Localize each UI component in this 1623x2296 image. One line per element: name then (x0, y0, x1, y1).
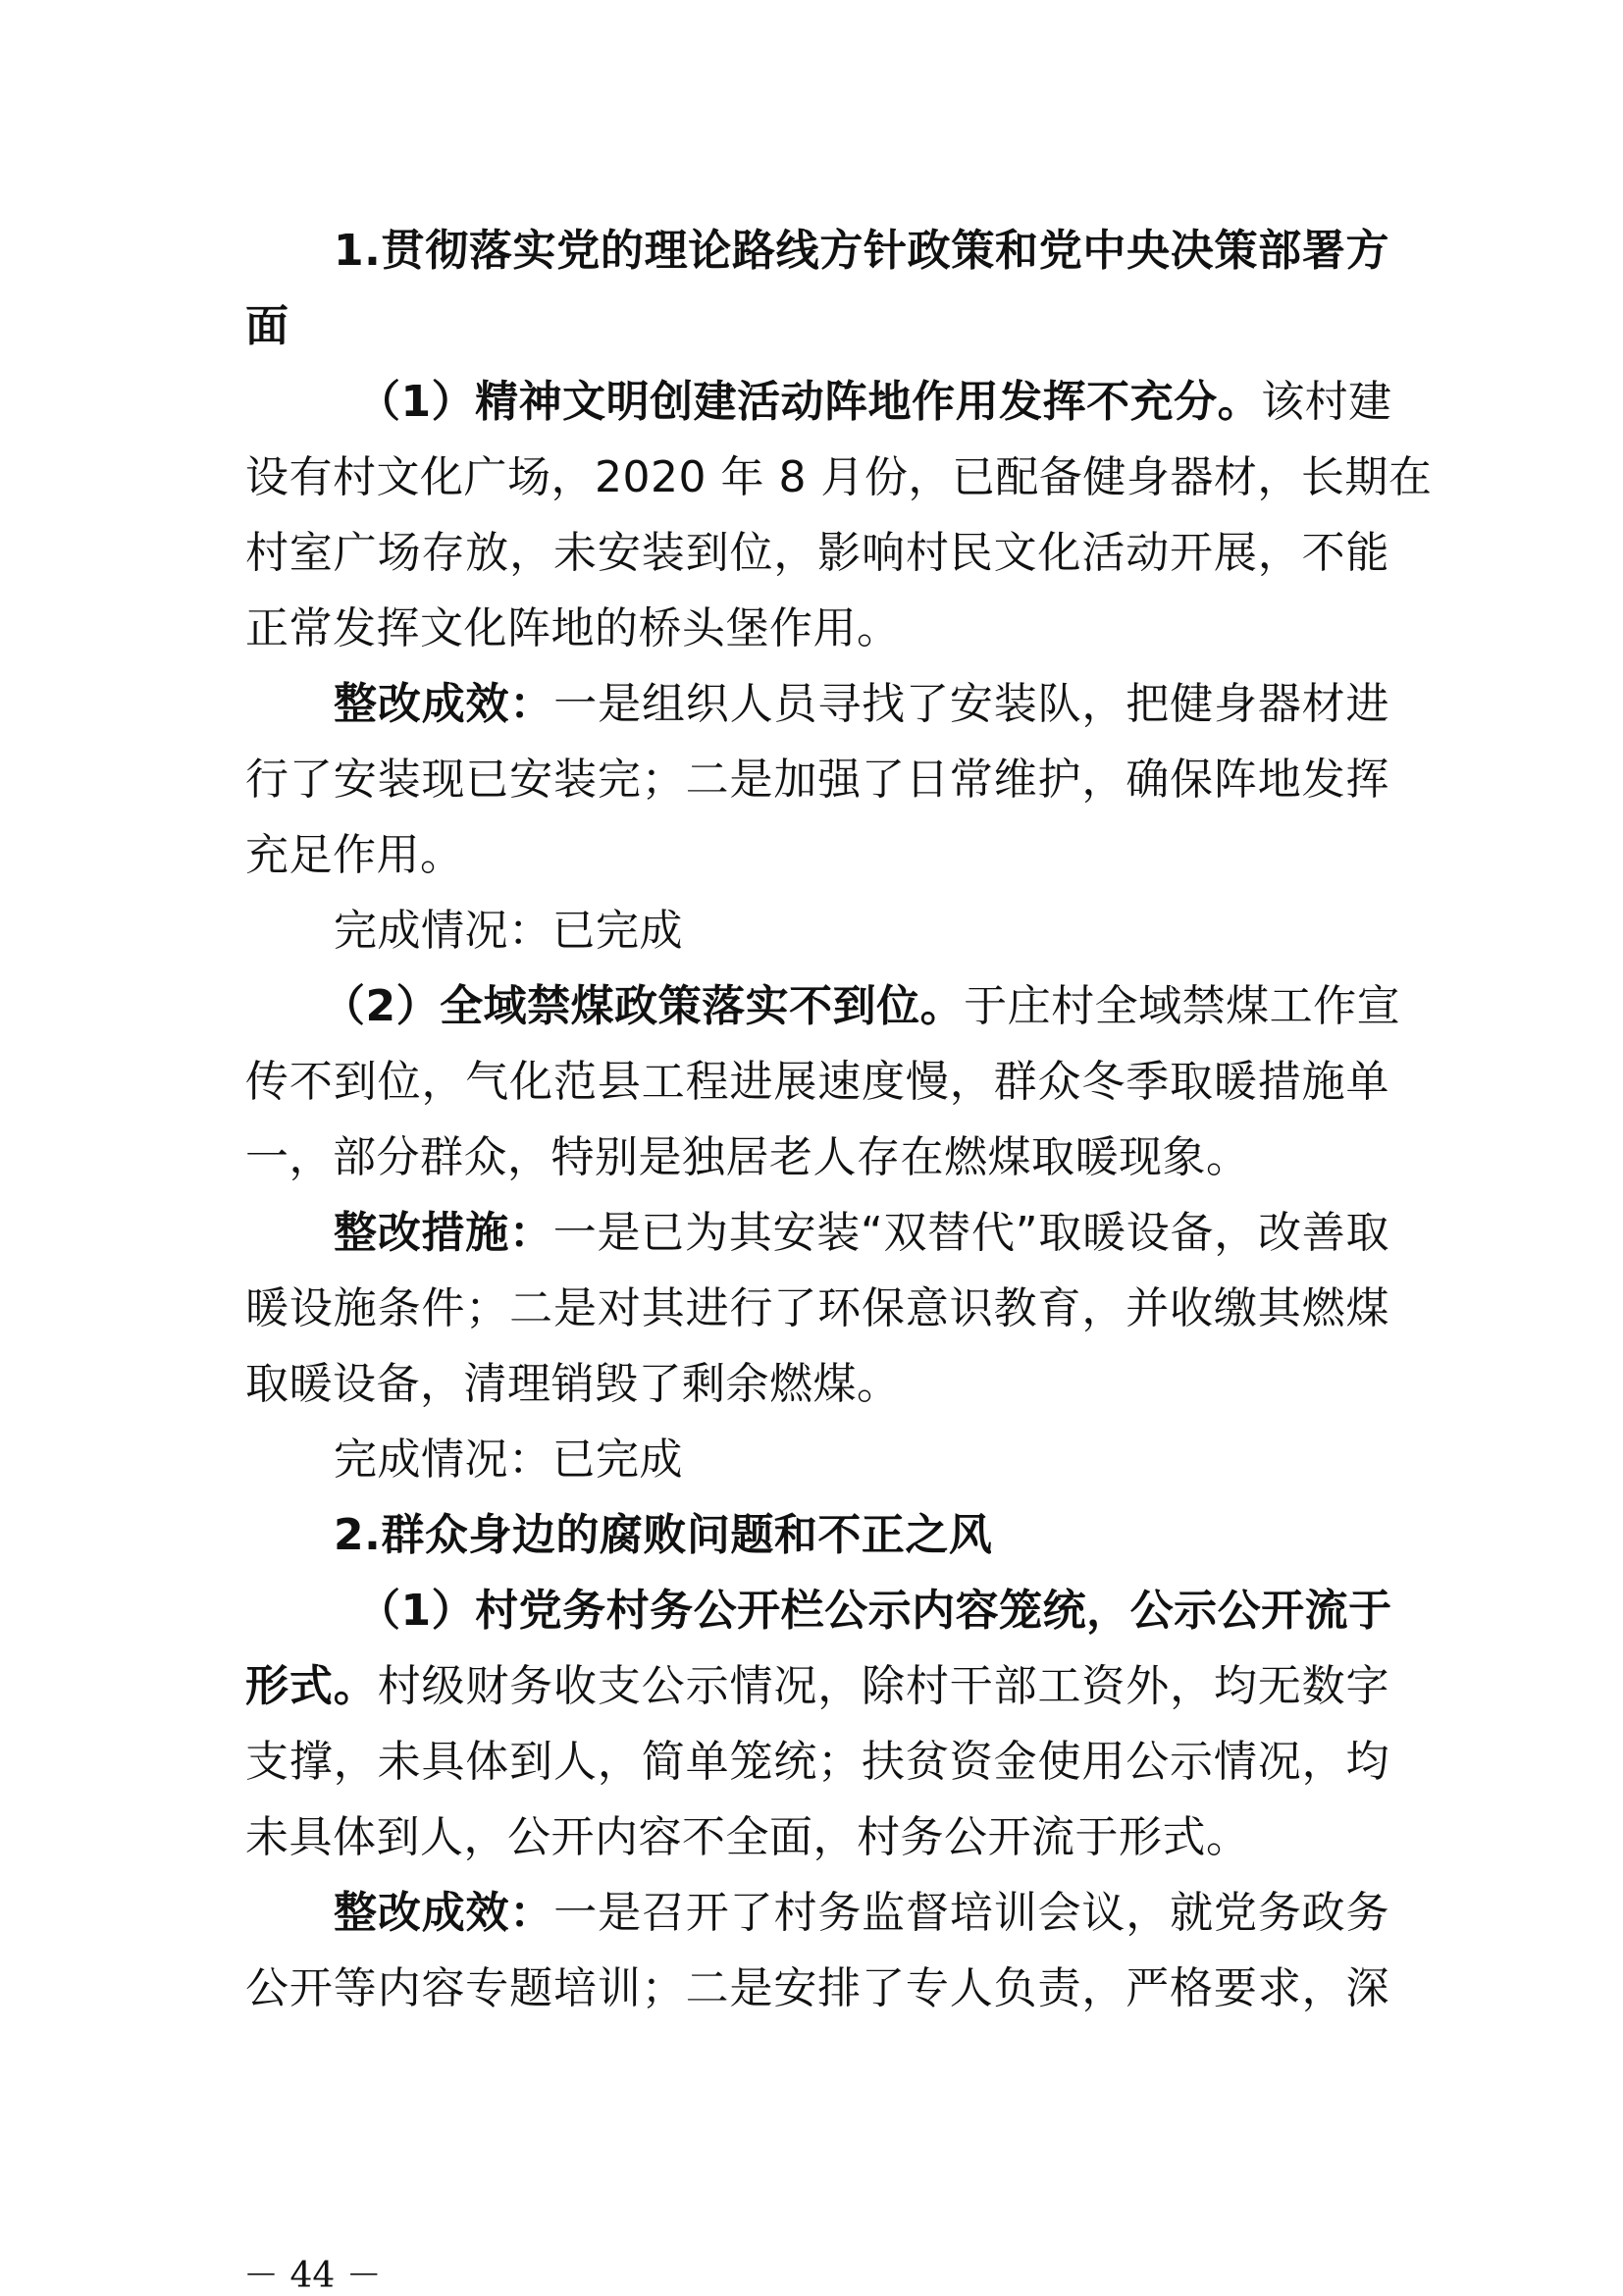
item-1-2-measure-line-2: 暖设施条件；二是对其进行了环保意识教育，并收缴其燃煤 (245, 1283, 1389, 1333)
item-2-1-title-line-1: （1）村党务村务公开栏公示内容笼统，公示公开流于 (357, 1586, 1392, 1636)
item-1-1-measure-label: 整改成效： (334, 679, 554, 729)
item-2-1-title-line-2: 形式。 (245, 1661, 378, 1711)
item-1-1-body-line-1: 该村建 (1261, 377, 1392, 427)
section-1-heading-line-1: 1.贯彻落实党的理论路线方针政策和党中央决策部署方 (334, 226, 1389, 276)
item-1-1-status: 完成情况：已完成 (334, 906, 683, 956)
item-1-1-title: （1）精神文明创建活动阵地作用发挥不充分。 (357, 377, 1262, 427)
item-2-1-body-line-1: 村级财务收支公示情况，除村干部工资外，均无数字 (377, 1661, 1390, 1711)
item-1-1-measure-text-1: 一是组织人员寻找了安装队，把健身器材进 (553, 679, 1390, 729)
item-1-1-measure-line-2: 行了安装现已安装完；二是加强了日常维护，确保阵地发挥 (245, 755, 1389, 805)
section-1-heading-line-2: 面 (245, 301, 289, 351)
item-2-1-body-line-2: 支撑，未具体到人，简单笼统；扶贫资金使用公示情况，均 (245, 1737, 1389, 1787)
item-1-2-body-line-3: 一，部分群众，特别是独居老人存在燃煤取暖现象。 (245, 1132, 1250, 1182)
item-1-2-body-line-1: 于庄村全域禁煤工作宣 (964, 981, 1401, 1031)
item-1-1-measure-line-3: 充足作用。 (245, 830, 464, 880)
item-2-1-measure-line-1 (334, 1886, 1389, 1941)
item-1-2-measure-line-3: 取暖设备，清理销毁了剩余燃煤。 (245, 1359, 901, 1409)
item-1-2-title: （2）全域禁煤政策落实不到位。 (322, 981, 965, 1031)
item-2-1-measure-label: 整改成效： (334, 1888, 554, 1938)
item-1-2-status: 完成情况：已完成 (334, 1435, 683, 1485)
item-1-1-body-line-3: 村室广场存放，未安装到位，影响村民文化活动开展，不能 (245, 528, 1389, 578)
item-1-2-first-line (322, 979, 1401, 1034)
item-2-1-first-body-line (245, 1659, 1389, 1714)
item-1-2-measure-label: 整改措施： (334, 1208, 553, 1258)
item-1-2-measure-text-1: 一是已为其安装“双替代”取暖设备，改善取 (552, 1208, 1389, 1258)
item-2-1-body-line-3: 未具体到人，公开内容不全面，村务公开流于形式。 (245, 1812, 1250, 1862)
item-1-1-body-line-4: 正常发挥文化阵地的桥头堡作用。 (245, 603, 901, 653)
item-1-1-first-line (357, 375, 1392, 430)
item-1-1-body-line-2: 设有村文化广场，2020 年 8 月份，已配备健身器材，长期在 (245, 452, 1433, 502)
item-1-2-measure-line-1 (334, 1206, 1389, 1261)
item-1-2-body-line-2: 传不到位，气化范县工程进展速度慢，群众冬季取暖措施单 (245, 1057, 1389, 1107)
section-2-heading: 2.群众身边的腐败问题和不正之风 (334, 1510, 993, 1560)
item-1-1-measure-line-1 (334, 677, 1389, 732)
item-2-1-measure-line-2: 公开等内容专题培训；二是安排了专人负责，严格要求，深 (245, 1963, 1389, 2013)
item-2-1-measure-text-1: 一是召开了村务监督培训会议，就党务政务 (553, 1888, 1390, 1938)
page-number: － 44 － (243, 2256, 382, 2296)
